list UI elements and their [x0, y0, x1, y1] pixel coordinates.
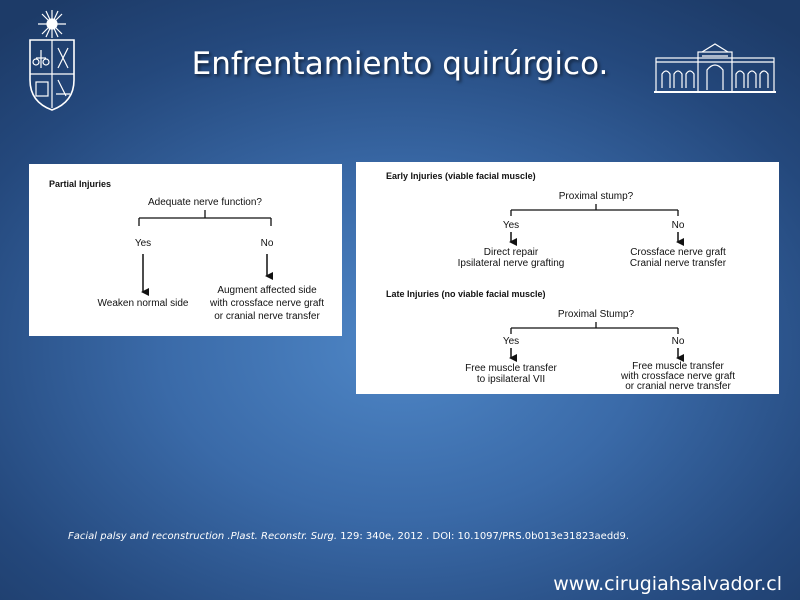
no-outcome-line: Augment affected side	[217, 285, 317, 296]
no-label: No	[260, 238, 274, 249]
early-stump-question: Proximal stump?	[558, 191, 634, 202]
late-yes-outcome-line: Free muscle transfer	[465, 363, 557, 374]
yes-label: Yes	[134, 238, 152, 249]
yes-outcome: Weaken normal side	[97, 298, 189, 309]
late-no-outcome-line: or cranial nerve transfer	[625, 381, 731, 392]
partial-injuries-flowchart	[29, 164, 342, 336]
citation-reference: 129: 340e, 2012 . DOI: 10.1097/PRS.0b013e31823aedd9.	[337, 531, 630, 542]
early-yes-outcome-line: Ipsilateral nerve grafting	[457, 258, 565, 269]
partial-injuries-heading: Partial Injuries	[49, 179, 112, 189]
early-yes-outcome-line: Direct repair	[483, 247, 539, 258]
citation-journal: Facial palsy and reconstruction .Plast. Reconstr. Surg.	[68, 531, 338, 542]
early-late-injuries-flowchart	[356, 162, 779, 394]
late-connector-lines	[511, 322, 678, 334]
early-no-outcome-line: Cranial nerve transfer	[629, 258, 727, 269]
nerve-function-question: Adequate nerve function?	[148, 197, 262, 208]
late-no-outcome-line: with crossface nerve graft	[621, 371, 735, 382]
late-no-label: No	[671, 336, 685, 347]
early-connector-lines	[511, 204, 678, 216]
early-no-label: No	[671, 220, 685, 231]
late-no-outcome-line: Free muscle transfer	[632, 361, 724, 372]
late-yes-outcome-line: to ipsilateral VII	[476, 374, 546, 385]
early-injuries-heading: Early Injuries (viable facial muscle)	[386, 171, 536, 181]
late-injuries-heading: Late Injuries (no viable facial muscle)	[386, 289, 546, 299]
late-stump-question: Proximal Stump?	[557, 309, 635, 320]
no-outcome-line: with crossface nerve graft	[210, 298, 324, 309]
early-yes-label: Yes	[502, 220, 520, 231]
connector-lines	[139, 210, 271, 226]
no-outcome-line: or cranial nerve transfer	[214, 311, 320, 322]
slide-title: Enfrentamiento quirúrgico.	[191, 46, 609, 82]
early-no-outcome-line: Crossface nerve graft	[630, 247, 726, 258]
citation	[68, 531, 629, 542]
building-logo	[652, 42, 778, 94]
website-url: www.cirugiahsalvador.cl	[553, 573, 782, 595]
late-yes-label: Yes	[502, 336, 520, 347]
